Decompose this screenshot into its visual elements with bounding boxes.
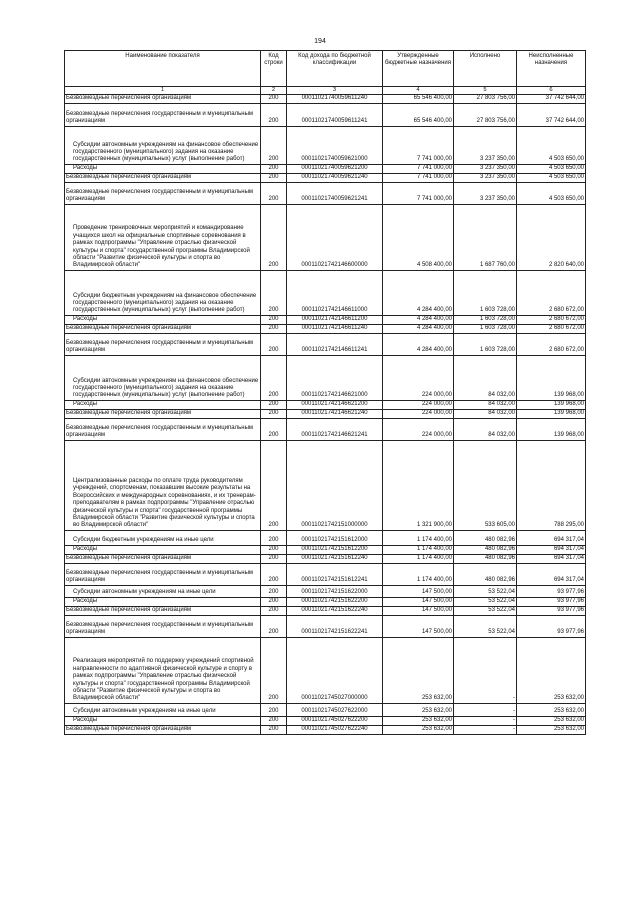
table-cell-line: 200 xyxy=(261,409,287,418)
table-cell-approved: 253 632,00 xyxy=(383,637,454,703)
table-cell-approved: 1 174 400,00 xyxy=(383,563,454,585)
table-cell-approved: 1 174 400,00 xyxy=(383,554,454,563)
table-cell-code: 00011021742146611000 xyxy=(287,270,383,315)
table-row xyxy=(65,95,586,103)
table-cell-executed: 480 082,96 xyxy=(454,530,517,545)
header-row xyxy=(65,51,586,87)
table-cell-code: 00011021742146611240 xyxy=(287,324,383,333)
table-cell-code: 00011021742151622240 xyxy=(287,606,383,615)
table-cell-line: 200 xyxy=(261,400,287,409)
column-numbers-row xyxy=(65,87,586,95)
table-row xyxy=(65,270,586,315)
table-cell-unexecuted: 93 977,96 xyxy=(517,585,586,597)
table-cell-executed: 84 032,00 xyxy=(454,409,517,418)
table-row xyxy=(65,204,586,270)
table-cell-name: Расходы xyxy=(65,400,261,409)
table-cell-executed: 53 522,04 xyxy=(454,585,517,597)
table-cell-executed: - xyxy=(454,637,517,703)
table-row xyxy=(65,563,586,585)
table-cell-code: 00011021742151612240 xyxy=(287,554,383,563)
table-cell-approved: 1 321 900,00 xyxy=(383,440,454,530)
table-cell-unexecuted: 694 317,04 xyxy=(517,563,586,585)
table-cell-name: Субсидии автономным учреждениям на иные цели xyxy=(65,703,261,716)
table-cell-executed: 533 605,00 xyxy=(454,440,517,530)
table-cell-approved: 1 174 400,00 xyxy=(383,530,454,545)
table-cell-code: 00011021742146600000 xyxy=(287,204,383,270)
table-cell-executed: 53 522,04 xyxy=(454,615,517,637)
table-cell-code: 00011021740059611241 xyxy=(287,103,383,126)
table-cell-name: Безвозмездные перечисления государственным и муниципальным организациям xyxy=(65,563,261,585)
table-cell-approved: 147 500,00 xyxy=(383,615,454,637)
table-cell-unexecuted: 2 680 672,00 xyxy=(517,315,586,324)
table-cell-name: Безвозмездные перечисления государственным и муниципальным организациям xyxy=(65,418,261,440)
table-cell-line: 200 xyxy=(261,703,287,716)
page-number: 194 xyxy=(314,38,326,45)
table-cell-executed: 1 603 728,00 xyxy=(454,315,517,324)
table-cell-unexecuted: 694 317,04 xyxy=(517,554,586,563)
table-cell-code: 00011021742146621240 xyxy=(287,409,383,418)
table-cell-line: 200 xyxy=(261,126,287,164)
table-cell-name: Расходы xyxy=(65,315,261,324)
table-cell-name: Безвозмездные перечисления организациям xyxy=(65,173,261,182)
table-cell-line: 200 xyxy=(261,725,287,734)
table-cell-unexecuted: 139 968,00 xyxy=(517,409,586,418)
budget-execution-table xyxy=(64,50,586,735)
table-body xyxy=(65,95,586,734)
table-cell-executed: 1 603 728,00 xyxy=(454,270,517,315)
table-cell-code: 00011021742146621200 xyxy=(287,400,383,409)
table-row xyxy=(65,126,586,164)
table-cell-line: 200 xyxy=(261,597,287,606)
table-row xyxy=(65,716,586,725)
table-row xyxy=(65,400,586,409)
table-cell-line: 200 xyxy=(261,418,287,440)
table-row xyxy=(65,103,586,126)
col-number: 2 xyxy=(261,87,287,95)
table-cell-name: Расходы xyxy=(65,597,261,606)
col-header-code: Код дохода по бюджетной классификации xyxy=(287,51,383,87)
table-cell-name: Безвозмездные перечисления государственным и муниципальным организациям xyxy=(65,103,261,126)
table-row xyxy=(65,615,586,637)
table-row xyxy=(65,545,586,554)
table-cell-unexecuted: 139 968,00 xyxy=(517,355,586,400)
table-cell-unexecuted: 4 503 650,00 xyxy=(517,164,586,173)
table-cell-code: 00011021742151622241 xyxy=(287,615,383,637)
table-cell-line: 200 xyxy=(261,585,287,597)
table-cell-approved: 4 284 400,00 xyxy=(383,333,454,355)
table-cell-unexecuted: 788 295,00 xyxy=(517,440,586,530)
table-cell-approved: 147 500,00 xyxy=(383,585,454,597)
col-number: 6 xyxy=(517,87,586,95)
table-row xyxy=(65,418,586,440)
table-cell-executed: - xyxy=(454,716,517,725)
table-row xyxy=(65,315,586,324)
table-cell-approved: 7 741 000,00 xyxy=(383,182,454,204)
table-cell-line: 200 xyxy=(261,182,287,204)
table-cell-executed: 480 082,96 xyxy=(454,545,517,554)
table-cell-approved: 224 000,00 xyxy=(383,400,454,409)
table-cell-unexecuted: 139 968,00 xyxy=(517,400,586,409)
table-cell-executed: 3 237 350,00 xyxy=(454,173,517,182)
table-cell-line: 200 xyxy=(261,333,287,355)
table-cell-executed: 84 032,00 xyxy=(454,400,517,409)
table-cell-unexecuted: 2 820 640,00 xyxy=(517,204,586,270)
table-cell-code: 00011021742151612000 xyxy=(287,530,383,545)
table-cell-line: 200 xyxy=(261,615,287,637)
table-row xyxy=(65,182,586,204)
table-row xyxy=(65,440,586,530)
table-cell-executed: 480 082,96 xyxy=(454,554,517,563)
table-cell-name: Безвозмездные перечисления организациям xyxy=(65,725,261,734)
table-cell-line: 200 xyxy=(261,173,287,182)
table-row xyxy=(65,606,586,615)
table-cell-line: 200 xyxy=(261,270,287,315)
table-row xyxy=(65,164,586,173)
col-header-executed: Исполнено xyxy=(454,51,517,87)
table-cell-code: 00011021740059611240 xyxy=(287,95,383,103)
table-cell-unexecuted: 253 632,00 xyxy=(517,725,586,734)
table-cell-name: Безвозмездные перечисления организациям xyxy=(65,606,261,615)
table-cell-approved: 1 174 400,00 xyxy=(383,545,454,554)
table-cell-approved: 7 741 000,00 xyxy=(383,164,454,173)
table-cell-line: 200 xyxy=(261,355,287,400)
table-cell-approved: 4 284 400,00 xyxy=(383,270,454,315)
table-cell-code: 00011021742151612241 xyxy=(287,563,383,585)
table-cell-unexecuted: 139 968,00 xyxy=(517,418,586,440)
table-cell-name: Субсидии автономным учреждениям на финансовое обеспечение государственного (муниципального) задания на оказание государственных (муниципальных) услуг (выполнение работ) xyxy=(65,126,261,164)
table-cell-line: 200 xyxy=(261,315,287,324)
table-row xyxy=(65,409,586,418)
table-cell-code: 00011021742146611241 xyxy=(287,333,383,355)
table-cell-executed: - xyxy=(454,725,517,734)
table-cell-line: 200 xyxy=(261,164,287,173)
table-cell-code: 00011021742151000000 xyxy=(287,440,383,530)
table-cell-line: 200 xyxy=(261,440,287,530)
table-cell-approved: 224 000,00 xyxy=(383,418,454,440)
table-cell-code: 00011021742146621241 xyxy=(287,418,383,440)
table-cell-approved: 7 741 000,00 xyxy=(383,173,454,182)
table-cell-name: Реализация мероприятий по поддержку учреждений спортивной направленности по адаптивной физической культуре и спорту в рамках подпрограммы "Управление отраслью физической культуры и спорта" государственной программы Владимирской области "Развитие физической культуры и спорта во Владимирской области" xyxy=(65,637,261,703)
table-cell-approved: 4 284 400,00 xyxy=(383,324,454,333)
table-cell-approved: 224 000,00 xyxy=(383,409,454,418)
table-cell-code: 00011021745027000000 xyxy=(287,637,383,703)
table-cell-line: 200 xyxy=(261,716,287,725)
col-number: 3 xyxy=(287,87,383,95)
table-cell-approved: 253 632,00 xyxy=(383,703,454,716)
table-cell-unexecuted: 2 680 672,00 xyxy=(517,333,586,355)
table-cell-executed: 1 603 728,00 xyxy=(454,333,517,355)
table-cell-name: Субсидии автономным учреждениям на финансовое обеспечение государственного (муниципального) задания на оказание государственных (муниципальных) услуг (выполнение работ) xyxy=(65,355,261,400)
table-cell-name: Безвозмездные перечисления организациям xyxy=(65,324,261,333)
col-number: 4 xyxy=(383,87,454,95)
table-cell-line: 200 xyxy=(261,545,287,554)
table-cell-unexecuted: 2 680 672,00 xyxy=(517,270,586,315)
table-cell-name: Субсидии бюджетным учреждениям на финансовое обеспечение государственного (муниципального) задания на оказание государственных (муниципальных) услуг (выполнение работ) xyxy=(65,270,261,315)
table-cell-unexecuted: 253 632,00 xyxy=(517,637,586,703)
table-cell-name: Субсидии автономным учреждениям на иные цели xyxy=(65,585,261,597)
table-row xyxy=(65,333,586,355)
table-cell-code: 00011021742146621000 xyxy=(287,355,383,400)
col-header-unexecuted: Неисполненные назначения xyxy=(517,51,586,87)
col-number: 5 xyxy=(454,87,517,95)
table-cell-approved: 7 741 000,00 xyxy=(383,126,454,164)
table-cell-executed: 27 803 756,00 xyxy=(454,95,517,103)
table-cell-unexecuted: 253 632,00 xyxy=(517,716,586,725)
table-cell-unexecuted: 93 977,96 xyxy=(517,606,586,615)
table-cell-executed: 3 237 350,00 xyxy=(454,126,517,164)
table-row xyxy=(65,597,586,606)
table-row xyxy=(65,355,586,400)
table-cell-approved: 147 500,00 xyxy=(383,597,454,606)
table-cell-approved: 4 284 400,00 xyxy=(383,315,454,324)
table-cell-code: 00011021745027622200 xyxy=(287,716,383,725)
table-cell-line: 200 xyxy=(261,554,287,563)
table-cell-executed: - xyxy=(454,703,517,716)
table-cell-code: 00011021740059621200 xyxy=(287,164,383,173)
table-cell-executed: 84 032,00 xyxy=(454,418,517,440)
table-cell-approved: 253 632,00 xyxy=(383,716,454,725)
table-cell-line: 200 xyxy=(261,606,287,615)
table-cell-unexecuted: 93 977,96 xyxy=(517,597,586,606)
table-cell-unexecuted: 93 977,96 xyxy=(517,615,586,637)
table-row xyxy=(65,324,586,333)
table-cell-executed: 53 522,04 xyxy=(454,597,517,606)
table-cell-name: Расходы xyxy=(65,716,261,725)
table-cell-code: 00011021745027622240 xyxy=(287,725,383,734)
table-cell-unexecuted: 694 317,04 xyxy=(517,545,586,554)
table-cell-approved: 65 546 400,00 xyxy=(383,103,454,126)
table-cell-executed: 84 032,00 xyxy=(454,355,517,400)
table-cell-executed: 53 522,04 xyxy=(454,606,517,615)
table-row xyxy=(65,173,586,182)
table-cell-approved: 65 546 400,00 xyxy=(383,95,454,103)
table-cell-line: 200 xyxy=(261,103,287,126)
table-row xyxy=(65,585,586,597)
table-row xyxy=(65,725,586,734)
table-cell-name: Безвозмездные перечисления государственным и муниципальным организациям xyxy=(65,182,261,204)
col-header-approved: Утвержденные бюджетные назначения xyxy=(383,51,454,87)
table-cell-approved: 224 000,00 xyxy=(383,355,454,400)
table-cell-name: Безвозмездные перечисления организациям xyxy=(65,95,261,103)
table-cell-executed: 1 603 728,00 xyxy=(454,324,517,333)
table-cell-unexecuted: 253 632,00 xyxy=(517,703,586,716)
table-cell-code: 00011021740059621241 xyxy=(287,182,383,204)
table-cell-executed: 1 687 760,00 xyxy=(454,204,517,270)
table-cell-code: 00011021742151612200 xyxy=(287,545,383,554)
table-cell-name: Централизованные расходы по оплате труда руководителям учреждений, спортсменам, показавшим высокие результаты на Всероссийских и международных соревнованиях, и их тренерам-преподавателям в рамках подпрограммы "Управление отраслью физической культуры и спорта" государственной программы Владимирской области "Развитие физической культуры и спорта во Владимирской области" xyxy=(65,440,261,530)
table-cell-line: 200 xyxy=(261,95,287,103)
table-cell-code: 00011021740059621240 xyxy=(287,173,383,182)
table-cell-name: Безвозмездные перечисления организациям xyxy=(65,409,261,418)
table-cell-unexecuted: 4 503 650,00 xyxy=(517,182,586,204)
table-cell-name: Субсидии бюджетным учреждениям на иные цели xyxy=(65,530,261,545)
table-cell-line: 200 xyxy=(261,324,287,333)
table-cell-name: Расходы xyxy=(65,164,261,173)
table-cell-name: Безвозмездные перечисления государственным и муниципальным организациям xyxy=(65,333,261,355)
table-cell-unexecuted: 4 503 650,00 xyxy=(517,126,586,164)
table-cell-name: Безвозмездные перечисления организациям xyxy=(65,554,261,563)
table-cell-name: Расходы xyxy=(65,545,261,554)
table-cell-executed: 27 803 756,00 xyxy=(454,103,517,126)
table-row xyxy=(65,530,586,545)
table-cell-name: Безвозмездные перечисления государственным и муниципальным организациям xyxy=(65,615,261,637)
col-header-line: Код строки xyxy=(261,51,287,87)
table-cell-unexecuted: 4 503 650,00 xyxy=(517,173,586,182)
table-cell-line: 200 xyxy=(261,530,287,545)
table-cell-code: 00011021740059621000 xyxy=(287,126,383,164)
table-row xyxy=(65,554,586,563)
table-cell-code: 00011021742151622200 xyxy=(287,597,383,606)
table-cell-executed: 3 237 350,00 xyxy=(454,182,517,204)
col-number: 1 xyxy=(65,87,261,95)
table-cell-code: 00011021742146611200 xyxy=(287,315,383,324)
table-cell-code: 00011021745027622000 xyxy=(287,703,383,716)
table-row xyxy=(65,703,586,716)
table-cell-unexecuted: 694 317,04 xyxy=(517,530,586,545)
table-cell-line: 200 xyxy=(261,204,287,270)
table-cell-approved: 253 632,00 xyxy=(383,725,454,734)
table-cell-name: Проведение тренировочных мероприятий и командирование учащихся школ на официальные спортивные соревнования в рамках подпрограммы "Управление отраслью физической культуры и спорта" государственной программы Владимирской области "Развитие физической культуры и спорта во Владимирской области" xyxy=(65,204,261,270)
col-header-name: Наименование показателя xyxy=(65,51,261,87)
table-row xyxy=(65,637,586,703)
table-cell-executed: 3 237 350,00 xyxy=(454,164,517,173)
table-cell-executed: 480 082,96 xyxy=(454,563,517,585)
table-cell-line: 200 xyxy=(261,563,287,585)
table-cell-approved: 147 500,00 xyxy=(383,606,454,615)
table-cell-unexecuted: 37 742 644,00 xyxy=(517,95,586,103)
table-cell-line: 200 xyxy=(261,637,287,703)
table-cell-approved: 4 508 400,00 xyxy=(383,204,454,270)
table-cell-unexecuted: 2 680 672,00 xyxy=(517,324,586,333)
table-cell-unexecuted: 37 742 644,00 xyxy=(517,103,586,126)
table-cell-code: 00011021742151622000 xyxy=(287,585,383,597)
